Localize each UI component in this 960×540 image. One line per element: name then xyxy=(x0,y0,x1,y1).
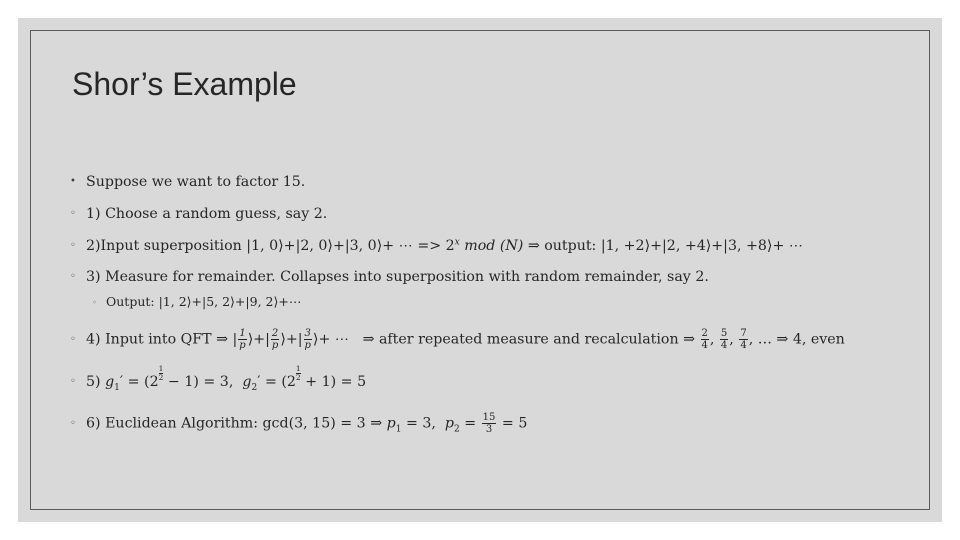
bullet-text: 3) Measure for remainder. Collapses into superposition with random remainder, say 2. xyxy=(86,269,709,285)
bullet-marker: ◦ xyxy=(70,376,76,387)
superposition-kets: |1, 0⟩+|2, 0⟩+|3, 0⟩+ ⋯ xyxy=(246,238,413,254)
bullet-text: 2)Input superposition xyxy=(86,238,242,254)
qft-end: , … ⇒ 4, even xyxy=(748,331,845,348)
slide-title: Shor’s Example xyxy=(72,66,297,102)
bullet-marker: ◦ xyxy=(70,333,76,345)
fraction-3-over-p: $\frac{3}{p}$ xyxy=(304,328,311,351)
fraction-15-over-3: $\frac{15}{3}$ xyxy=(482,412,496,435)
g1-eq: = (2 xyxy=(127,374,159,390)
p2-result: = 5 xyxy=(501,415,528,432)
fraction-1-over-p: $\frac{1}{p}$ xyxy=(239,328,246,351)
ket-separator: ⟩+| xyxy=(247,331,270,348)
bullet-5: ◦ 4) Input into QFT ⇒ | $\frac{1}{p}$ ⟩+| $\frac{2}{p}$ ⟩+| $\frac{3}{p}$ ⟩+ ⋯ ⇒ after repeated measure and recalculation ⇒ $\frac{2}{4}$ , $\frac{5}{4}$ , $\frac{7}{4}$ , … ⇒ 4, even xyxy=(70,328,845,351)
g1-subscript: 1 xyxy=(114,382,120,393)
p1-value: = 3, xyxy=(405,415,436,432)
fraction-2-over-p: $\frac{2}{p}$ xyxy=(271,328,279,351)
g2-eq: = (2 xyxy=(264,374,296,390)
qft-tail: ⟩+ ⋯ xyxy=(312,331,350,348)
step5-lead: 5) xyxy=(86,374,101,390)
mod-text: mod xyxy=(464,238,496,254)
g1-minus: − 1) = 3, xyxy=(167,374,234,390)
bullet-1 xyxy=(70,172,305,192)
prime-mark: ′ xyxy=(119,374,124,390)
arrow-2x: => 2 xyxy=(417,238,455,254)
p2-subscript: 2 xyxy=(454,424,460,435)
sub-bullet-output xyxy=(92,292,301,313)
bullet-marker: ◦ xyxy=(70,417,76,429)
output-kets: |1, +2⟩+|2, +4⟩+|3, +8⟩+ ⋯ xyxy=(600,238,804,254)
fraction-2-over-4: $\frac{2}{4}$ xyxy=(701,328,708,351)
exponent-half: $\frac{1}{2}$ xyxy=(295,364,301,382)
g1-symbol: g xyxy=(105,374,115,390)
g2-symbol: g xyxy=(242,374,252,390)
bullet-marker: • xyxy=(70,176,76,187)
fraction-7-over-4: $\frac{7}{4}$ xyxy=(740,328,747,351)
exponent-half: $\frac{1}{2}$ xyxy=(158,364,164,382)
mod-arg: (N) xyxy=(499,238,524,254)
p2-symbol: p xyxy=(444,415,455,432)
g2-subscript: 2 xyxy=(251,382,258,393)
bullet-marker: ◦ xyxy=(70,240,76,251)
bullet-3 xyxy=(70,236,803,256)
prime-mark: ′ xyxy=(257,374,261,390)
exponent-x: x xyxy=(454,237,460,248)
bullet-6 xyxy=(70,364,367,393)
sub-bullet-text: Output: |1, 2⟩+|5, 2⟩+|9, 2⟩+⋯ xyxy=(106,294,302,309)
fraction-5-over-4: $\frac{5}{4}$ xyxy=(720,328,728,351)
bullet-4 xyxy=(70,267,709,287)
p2-eq: = xyxy=(464,415,477,432)
bullet-text: 1) Choose a random guess, say 2. xyxy=(86,206,328,222)
p1-symbol: p xyxy=(386,415,396,432)
sub-bullet-marker: ◦ xyxy=(92,297,97,307)
qft-after: ⇒ after repeated measure and recalculation ⇒ xyxy=(362,331,695,348)
bullet-2 xyxy=(70,204,327,224)
bullet-7 xyxy=(70,412,527,435)
bullet-marker: ◦ xyxy=(70,208,76,219)
qft-lead: 4) Input into QFT ⇒ | xyxy=(86,331,238,348)
bullet-marker: ◦ xyxy=(70,271,76,282)
output-label: ⇒ output: xyxy=(527,238,597,254)
bullet-text: Suppose we want to factor 15. xyxy=(86,174,306,190)
euclid-lead: 6) Euclidean Algorithm: gcd(3, 15) = 3 ⇒ xyxy=(86,415,383,432)
g2-plus: + 1) = 5 xyxy=(305,374,367,390)
p1-subscript: 1 xyxy=(395,424,402,435)
ket-separator: ⟩+| xyxy=(280,331,303,348)
